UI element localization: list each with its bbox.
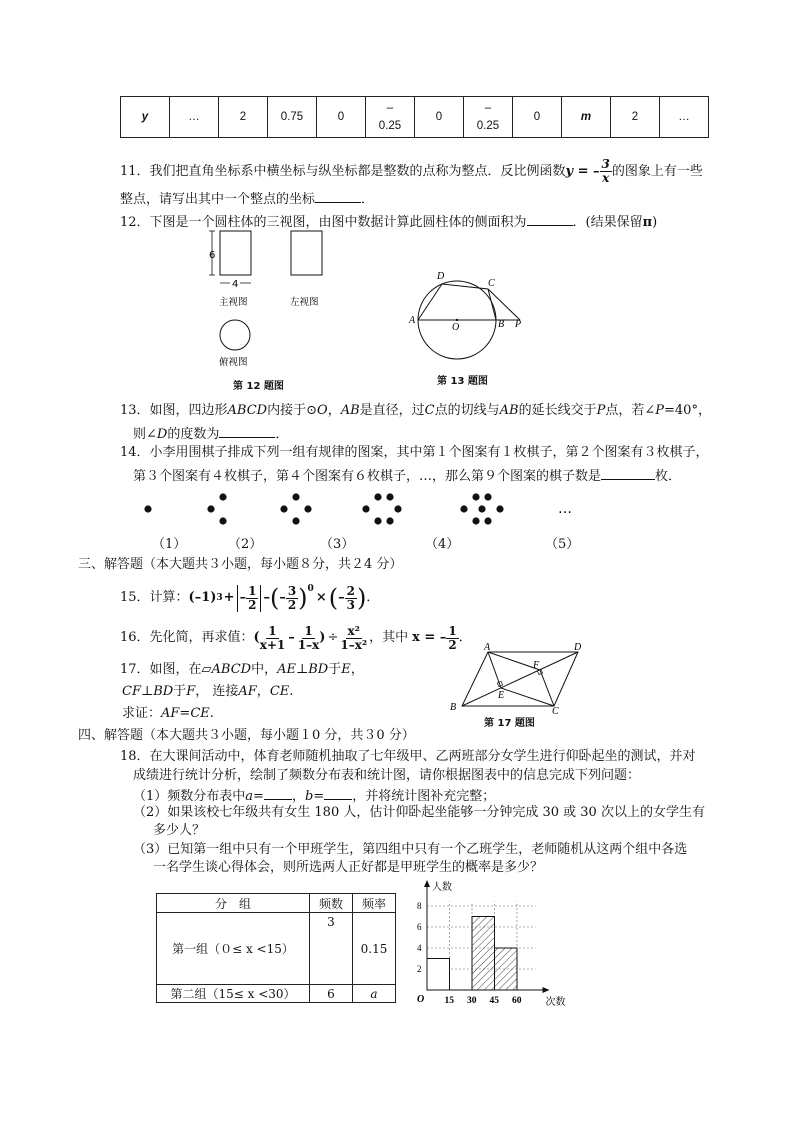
quadrilateral-abcd (418, 284, 496, 320)
table-cell: … (660, 97, 709, 138)
y-tick-label: 8 (417, 901, 422, 911)
q12-line: 12．下图是一个圆柱体的三视图，由图中数据计算此圆柱体的侧面积为 ．(结果保留π) (120, 212, 657, 232)
go-stone-patterns (130, 488, 600, 528)
y-axis-label: 人数 (432, 882, 452, 893)
q14-line2: 第３个图案有４枚棋子，第４个图案有６枚棋子，…，那么第９个图案的棋子数是 枚． (133, 466, 681, 486)
row1-rate: 0.15 (353, 913, 396, 985)
row2-count: 6 (310, 985, 353, 1003)
q11-line2: 整点，请写出其中一个整点的坐标 ． (120, 189, 374, 209)
pattern-2 (207, 493, 226, 524)
section3-heading: 三、解答题（本大题共３小题，每小题８分，共２4 分） (78, 557, 403, 572)
frequency-table (156, 893, 396, 1003)
q17-caption: 第 17 题图 (484, 718, 535, 729)
label-b: B (450, 702, 457, 713)
table-cell-y: y (121, 97, 170, 138)
table-cell-m: m (562, 97, 611, 138)
histogram-bar-1 (427, 959, 450, 991)
row1-count: 3 (310, 913, 353, 985)
answer-blank-b[interactable] (324, 786, 352, 800)
q16-expression: 16．先化简，再求值： ( $\frac{1}{x+1}$ – $\frac{1}{1-x}$ ) ÷ $\frac{\text{x²}}{\text{1–x²}}$ ，其中 x = – $\frac{1}{2}$ ． (120, 623, 472, 652)
pattern-3 (280, 493, 311, 524)
top-view-label: 俯视图 (219, 357, 248, 368)
top-view-circle (220, 320, 250, 350)
answer-blank-a[interactable] (264, 786, 292, 800)
front-view-label: 主视图 (219, 297, 248, 308)
front-view-rect (220, 231, 251, 275)
x-axis-label: 次数 (545, 997, 566, 1008)
value-table (120, 96, 709, 138)
q18-part3-line2: 一名学生谈心得体会，则所选两人正好都是甲班学生的概率是多少？ (153, 860, 544, 875)
y-tick-label: 2 (417, 964, 422, 974)
label-a: A (409, 315, 416, 326)
q17-line2: CF⊥BD于F， 连接AF，CE. (122, 684, 294, 699)
q17-line3: 求证：AF=CE. (122, 706, 214, 721)
header-count: 频数 (310, 894, 353, 913)
q18-part2-line1: （2）如果该校七年级共有女生 180 人，估计仰卧起坐能够一分钟完成 30 或 30 次以上的女学生有 (133, 805, 705, 820)
label-p: P (515, 319, 522, 330)
q18-line1: 18．在大课间活动中，体育老师随机抽取了七年级甲、乙两班部分女学生进行仰卧起坐的测试，并对 (120, 749, 696, 764)
row2-rate: a (353, 985, 396, 1003)
side-view-rect (291, 231, 322, 275)
header-group: 分 组 (157, 894, 310, 913)
pattern-label-1: （1） (152, 537, 187, 552)
label-c: C (488, 278, 495, 289)
q17-figure (447, 640, 597, 715)
table-cell: – 0.25 (366, 97, 415, 138)
histogram (405, 878, 585, 1016)
x-tick-label: 60 (512, 996, 522, 1006)
table-cell: 2 (611, 97, 660, 138)
q18-part3-line1: （3）已知第一组中只有一个甲班学生，第四组中只有一个乙班学生，老师随机从这两个组中各选 (133, 842, 688, 857)
label-d: D (437, 271, 445, 282)
q11-line1: 11．我们把直角坐标系中横坐标与纵坐标都是整数的点称为整点．反比例函数y = – $\frac{3}{x}$ 的图象上有一些 (120, 157, 703, 185)
pattern-label-4: （4） (425, 537, 460, 552)
pattern-ellipsis: … (558, 501, 572, 517)
label-f: F (533, 660, 540, 671)
label-c: C (552, 706, 559, 715)
height-label: 6 (209, 250, 216, 261)
header-rate: 频率 (353, 894, 396, 913)
pattern-5 (460, 493, 503, 524)
q13-line1: 13．如图，四边形ABCD内接于⊙O，AB是直径，过C点的切线与AB的延长线交于P点，若∠P=40°， (120, 403, 711, 418)
table-cell: 0 (415, 97, 464, 138)
pattern-label-2: （2） (228, 537, 263, 552)
x-axis-arrow (543, 987, 550, 993)
q14-line1: 14．小李用围棋子排成下列一组有规律的图案，其中第１个图案有１枚棋子，第２个图案有３枚棋子， (120, 445, 709, 460)
pattern-4 (362, 493, 401, 524)
table-cell: … (170, 97, 219, 138)
q13-figure (405, 265, 535, 370)
pattern-label-5: （5） (545, 537, 580, 552)
answer-blank[interactable] (219, 424, 275, 438)
q12-figure (195, 225, 345, 390)
x-tick-label: 15 (444, 996, 454, 1006)
table-cell: 0.75 (268, 97, 317, 138)
side-view-label: 左视图 (290, 297, 319, 308)
segment-ce (501, 688, 554, 706)
x-tick-label: 30 (467, 996, 477, 1006)
q15-expression: 15．计算： (–1) 3 + – $\frac{1}{2}$ – ( – $\frac{3}{2}$ ) $^0$ × ( – $\frac{2}{3}$ ) ． (120, 583, 380, 612)
q13-line2: 则∠D的度数为 ． (133, 424, 288, 444)
row1-group: 第一组（０≤ x <15） (157, 913, 310, 985)
answer-blank[interactable] (527, 212, 573, 226)
segment-cf (540, 670, 554, 706)
histogram-bar-3 (495, 948, 518, 990)
y-tick-label: 4 (417, 943, 422, 953)
x-tick-label: 45 (489, 996, 499, 1006)
table-cell: 0 (513, 97, 562, 138)
q18-part2-line2: 多少人？ (153, 823, 206, 838)
label-b: B (498, 319, 505, 330)
table-cell: – 0.25 (464, 97, 513, 138)
row2-group: 第二组（15≤ x <30） (157, 985, 310, 1003)
width-label: 4 (232, 279, 239, 290)
q12-caption: 第 12 题图 (233, 381, 284, 392)
table-cell: 2 (219, 97, 268, 138)
section4-heading: 四、解答题（本大题共３小题，每小题１0 分，共３0 分） (78, 728, 415, 743)
y-tick-label: 6 (417, 922, 422, 932)
histogram-bar-2 (472, 917, 495, 991)
table-cell: 0 (317, 97, 366, 138)
diagonal-bd (462, 652, 578, 706)
label-e: E (498, 690, 505, 701)
pattern-label-3: （3） (320, 537, 355, 552)
label-o: O (452, 322, 460, 333)
answer-blank[interactable] (601, 466, 655, 480)
y-axis-arrow (424, 880, 430, 887)
label-d: D (574, 642, 582, 653)
q17-line1: 17．如图，在▱ABCD中，AE⊥BD于E， (120, 662, 364, 677)
label-a: A (484, 642, 491, 653)
origin-label: O (417, 994, 425, 1005)
q13-caption: 第 13 题图 (437, 376, 488, 387)
pattern-1 (144, 505, 151, 512)
answer-blank[interactable] (315, 189, 361, 203)
q18-line2: 成绩进行统计分析，绘制了频数分布表和统计图，请你根据图表中的信息完成下列问题： (133, 768, 641, 783)
q18-part1: （1）频数分布表中a= ，b= ，并将统计图补充完整； (133, 786, 495, 806)
